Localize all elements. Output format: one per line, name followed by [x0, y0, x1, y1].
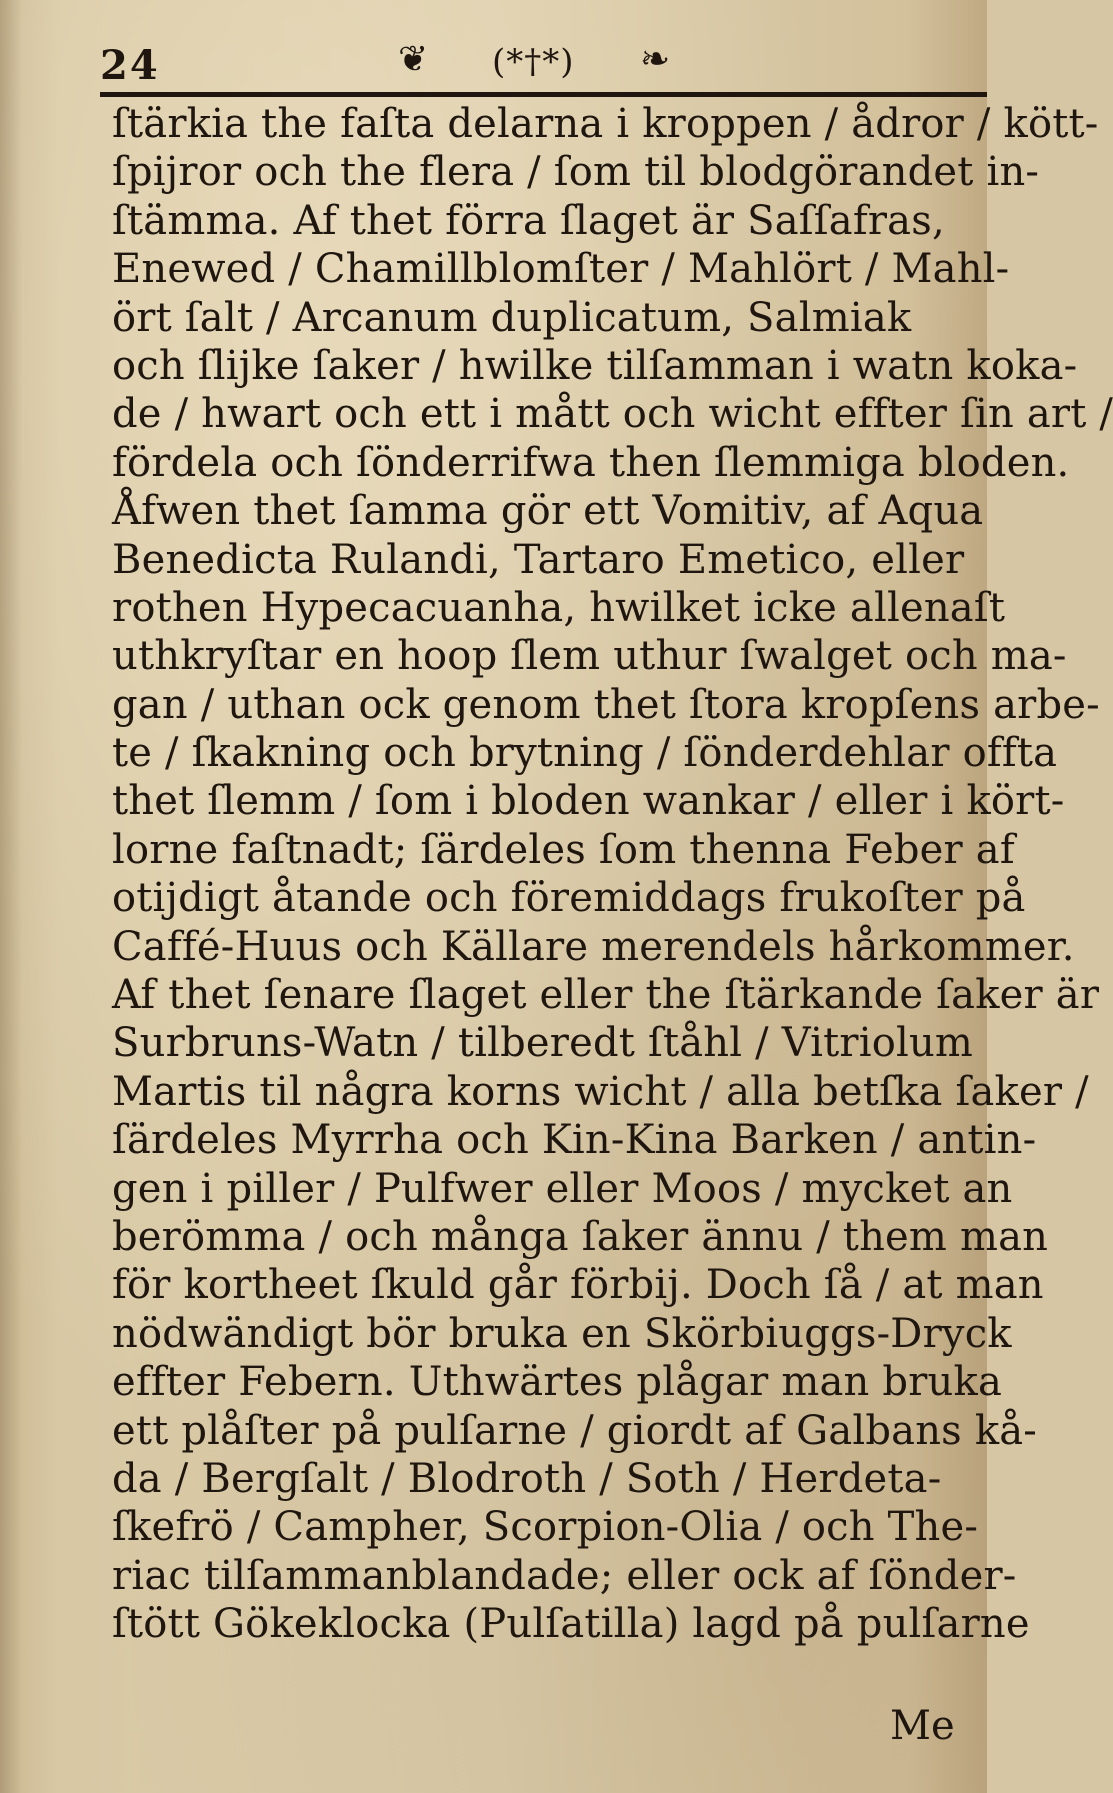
text-line: Caffé-Huus och Källare merendels hårkommer.	[112, 923, 1075, 970]
page-header	[0, 0, 987, 100]
text-line: gan / uthan ock genom thet ſtora kropſens arbe-	[112, 681, 1100, 728]
page-number: 24	[100, 42, 160, 89]
text-line: da / Bergſalt / Blodroth / Soth / Herdeta-	[112, 1455, 942, 1502]
body-text	[112, 100, 1113, 1740]
text-line: effter Febern. Uthwärtes plågar man bruka	[112, 1359, 1002, 1406]
text-line: Af thet ſenare ſlaget eller the ſtärkande ſaker är	[112, 972, 1100, 1019]
text-line: fördela och ſönderrifwa then ſlemmiga bloden.	[112, 439, 1070, 486]
header-rule	[100, 92, 987, 97]
text-line: Benedicta Rulandi, Tartaro Emetico, eller	[112, 536, 965, 583]
text-line: ſtött Gökeklocka (Pulſatilla) lagd på pulſarne	[112, 1601, 1030, 1648]
text-line: ſpijror och the flera / ſom til blodgörandet in-	[112, 149, 1040, 196]
text-line: uthkryſtar en hoop ſlem uthur ſwalget och ma-	[112, 633, 1067, 680]
running-head-mark: (*†*)	[492, 42, 575, 82]
text-line: berömma / och många ſaker ännu / them man	[112, 1213, 1049, 1260]
text-line: Martis til några korns wicht / alla betſka ſaker /	[112, 1068, 1089, 1115]
fleuron-left-icon: ❦	[398, 39, 429, 80]
text-line: rothen Hypecacuanha, hwilket icke allenaſt	[112, 584, 1006, 631]
text-line: och ſlijke ſaker / hwilke tilſamman i watn koka-	[112, 342, 1078, 389]
text-line: ſärdeles Myrrha och Kin-Kina Barken / antin-	[112, 1117, 1037, 1164]
text-line: lorne faſtnadt; ſärdeles ſom thenna Feber af	[112, 826, 1015, 873]
text-line: de / hwart och ett i mått och wicht effter ſin art /	[112, 391, 1113, 438]
text-line: Åfwen thet ſamma gör ett Vomitiv, af Aqua	[112, 488, 984, 535]
text-line: ſkefrö / Campher, Scorpion-Olia / och The-	[112, 1504, 979, 1551]
text-line: nödwändigt bör bruka en Skörbiuggs-Dryck	[112, 1310, 1012, 1357]
text-line: thet ſlemm / ſom i bloden wankar / eller i kört-	[112, 778, 1065, 825]
text-line: te / ſkakning och brytning / ſönderdehlar offta	[112, 730, 1058, 777]
text-line: Surbruns-Watn / tilberedt ſtåhl / Vitriolum	[112, 1020, 974, 1067]
fleuron-right-icon: ❧	[640, 39, 671, 80]
catchword: Me	[890, 1703, 955, 1749]
text-line: ört ſalt / Arcanum duplicatum, Salmiak	[112, 294, 912, 341]
text-line: ett plåſter på pulſarne / giordt af Galbans kå-	[112, 1407, 1038, 1454]
text-line: ſtärkia the faſta delarna i kroppen / ådror / kött-	[112, 101, 1099, 147]
text-line: riac tilſammanblandade; eller ock af ſönder-	[112, 1552, 1017, 1599]
text-line: otijdigt åtande och föremiddags frukoſter på	[112, 875, 1026, 922]
text-line: ſtämma. Af thet förra ſlaget är Saſſafras,	[112, 197, 945, 244]
text-line: för kortheet ſkuld går förbij. Doch ſå / at man	[112, 1262, 1044, 1309]
page-gutter-shadow	[0, 0, 22, 1793]
text-line: Enewed / Chamillblomſter / Mahlört / Mahl-	[112, 246, 1010, 293]
text-line: gen i piller / Pulfwer eller Moos / mycket an	[112, 1165, 1013, 1212]
